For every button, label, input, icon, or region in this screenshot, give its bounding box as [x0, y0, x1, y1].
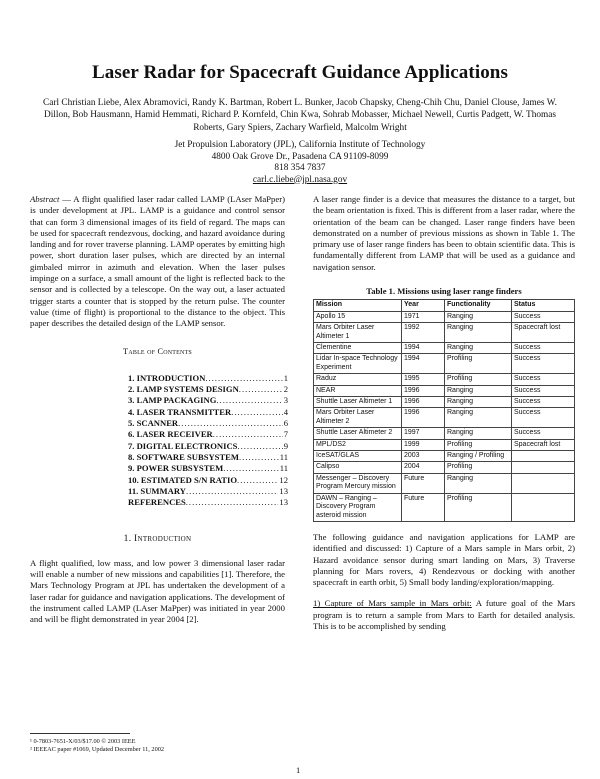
toc-entry-label: 5. SCANNER: [128, 418, 179, 429]
cell-mission: Raduz: [314, 374, 402, 385]
table-row: [314, 408, 575, 428]
introduction-paragraph: A flight qualified, low mass, and low power 3 dimensional laser radar will enable a number of new missions and capabilities [1]. Therefore, the Mars Technology Program at JPL has undertaken the development of a laser radar for guidance and navigation applications. The development of the instrument called LAMP (LAser MaPper) was initiated in year 2000 and will be flight demonstrated in year 2004 [2].: [30, 557, 285, 625]
toc-entry-page: 7: [283, 429, 288, 440]
toc-entry-page: 11: [279, 463, 288, 474]
header-mission: Mission: [314, 300, 402, 311]
cell-functionality: Profiling: [445, 462, 512, 473]
cell-year: 1994: [402, 343, 445, 354]
toc-leader-dots: [237, 441, 282, 452]
cell-mission: Lidar In-space Technology Experiment: [314, 354, 402, 374]
cell-mission: MPL/DS2: [314, 439, 402, 450]
affiliation-address: 4800 Oak Grove Dr., Pasadena CA 91109-8099: [211, 151, 389, 162]
table-row: [314, 462, 575, 473]
abstract-label: Abstract: [30, 194, 60, 204]
toc-leader-dots: [239, 384, 283, 395]
toc-entry-label: 1. INTRODUCTION: [128, 372, 206, 383]
cell-year: Future: [402, 493, 445, 521]
cell-status: [512, 473, 575, 493]
toc-leader-dots: [213, 429, 283, 440]
affiliation-org: Jet Propulsion Laboratory (JPL), California Institute of Technology: [174, 140, 426, 150]
mars-sample-heading: 1) Capture of Mars sample in Mars orbit:: [313, 598, 472, 609]
toc-entry-label: 2. LAMP SYSTEMS DESIGN: [128, 384, 239, 395]
toc-entry-label: REFERENCES: [128, 497, 186, 508]
cell-year: 1971: [402, 311, 445, 322]
toc-leader-dots: [239, 452, 279, 463]
cell-status: Spacecraft lost: [512, 323, 575, 343]
table-caption: Table 1. Missions using laser range finders: [366, 286, 522, 297]
table-row: [314, 354, 575, 374]
table-row: [314, 451, 575, 462]
mars-sample-paragraph: [313, 598, 575, 632]
cell-year: 1997: [402, 428, 445, 439]
toc-entry[interactable]: [128, 418, 288, 429]
toc-entry[interactable]: [128, 407, 288, 418]
cell-year: 1996: [402, 397, 445, 408]
toc-leader-dots: [186, 486, 278, 497]
cell-mission: Messenger – Discovery Program Mercury mission: [314, 473, 402, 493]
table-row: [314, 374, 575, 385]
cell-functionality: Profiling: [445, 374, 512, 385]
affiliation-email-link[interactable]: carl.c.liebe@jpl.nasa.gov: [252, 174, 348, 185]
toc-entry[interactable]: [128, 475, 288, 486]
mars-sample-text: A future goal of the Mars program is to return a sample from Mars to Earth for detailed analysis. This is to be accomplished by sending: [313, 598, 575, 631]
cell-status: [512, 493, 575, 521]
cell-mission: Clementine: [314, 343, 402, 354]
footnote-1: ¹ 0-7803-7651-X/03/$17.00 © 2003 IEEE: [30, 738, 136, 745]
cell-status: [512, 462, 575, 473]
paper-title: Laser Radar for Spacecraft Guidance Applications: [92, 62, 508, 83]
toc-entry[interactable]: [128, 441, 288, 452]
cell-year: 1999: [402, 439, 445, 450]
cell-functionality: Profiling: [445, 493, 512, 521]
table-row: [314, 473, 575, 493]
toc-entry-page: 1: [283, 372, 288, 383]
header-status: Status: [512, 300, 575, 311]
cell-functionality: Ranging: [445, 311, 512, 322]
range-finder-paragraph: A laser range finder is a device that measures the distance to a target, but the beam orientation is fixed. This is different from a laser radar, where the orientation of the beam can be changed. Laser range finders have been demonstrated on a number of previous missions as shown in Table 1. The primary use of laser range finders has been to obtain scientific data. This is fundamentally different from LAMP that will be used as a guidance and navigation sensor.: [313, 194, 575, 272]
toc-entry-page: 3: [283, 395, 288, 406]
toc-entry-label: 4. LASER TRANSMITTER: [128, 406, 232, 417]
cell-mission: IceSAT/GLAS: [314, 451, 402, 462]
toc-entry-page: 4: [283, 406, 288, 417]
table-row: [314, 343, 575, 354]
toc-leader-dots: [205, 373, 282, 384]
cell-status: Success: [512, 354, 575, 374]
toc-entry-page: 6: [283, 418, 288, 429]
toc-entry[interactable]: [128, 486, 288, 497]
toc-leader-dots: [237, 475, 278, 486]
page-number: 1: [296, 765, 301, 775]
cell-functionality: Ranging: [445, 385, 512, 396]
introduction-heading: 1. Introduction: [123, 534, 192, 545]
table-row: [314, 311, 575, 322]
header-functionality: Functionality: [445, 300, 512, 311]
abstract-paragraph: [30, 194, 285, 330]
table-row: [314, 397, 575, 408]
table-row: [314, 428, 575, 439]
cell-mission: Shuttle Laser Altimeter 2: [314, 428, 402, 439]
header-year: Year: [402, 300, 445, 311]
cell-status: Success: [512, 343, 575, 354]
missions-table: [313, 299, 575, 522]
author-list: Carl Christian Liebe, Alex Abramovici, Randy K. Bartman, Robert L. Bunker, Jacob Chapsky, Cheng-Chih Chu, Daniel Clouse, James W. Dillon, Bob Hausmann, Hamid Hemmati, Richard P. Kornfeld, Chin Kwa, Sohrab Mobasser, Michael Newell, Curtis Padgett, W. Thomas Roberts, Gary Spiers, Zachary Warfield, Malcolm Wright: [43, 98, 557, 133]
toc-entry-page: 2: [283, 384, 288, 395]
toc-leader-dots: [178, 418, 283, 429]
cell-mission: Apollo 15: [314, 311, 402, 322]
toc-entry-label: 10. ESTIMATED S/N RATIO: [128, 474, 238, 485]
cell-status: [512, 451, 575, 462]
toc-entry-page: 12: [279, 474, 288, 485]
affiliation-block: [100, 140, 500, 186]
toc-leader-dots: [231, 407, 282, 418]
toc-entry-label: 7. DIGITAL ELECTRONICS: [128, 440, 238, 451]
toc-entry-page: 13: [279, 485, 288, 496]
toc-entry[interactable]: [128, 452, 288, 463]
cell-status: Success: [512, 385, 575, 396]
cell-year: 1994: [402, 354, 445, 374]
cell-status: Success: [512, 428, 575, 439]
toc-entry-page: 11: [279, 451, 288, 462]
table-row: [314, 439, 575, 450]
toc-entry[interactable]: [128, 395, 288, 406]
cell-functionality: Ranging: [445, 473, 512, 493]
cell-mission: Mars Orbiter Laser Altimeter 2: [314, 408, 402, 428]
toc-entry[interactable]: [128, 429, 288, 440]
cell-year: Future: [402, 473, 445, 493]
cell-status: Success: [512, 397, 575, 408]
cell-functionality: Ranging: [445, 428, 512, 439]
cell-mission: Shuttle Laser Altimeter 1: [314, 397, 402, 408]
toc-entry[interactable]: [128, 463, 288, 474]
toc-entry-label: 11. SUMMARY: [128, 485, 186, 496]
cell-status: Spacecraft lost: [512, 439, 575, 450]
footnotes: [30, 738, 290, 754]
cell-status: Success: [512, 311, 575, 322]
toc-entry-page: 9: [283, 440, 288, 451]
cell-year: 1995: [402, 374, 445, 385]
cell-functionality: Ranging: [445, 408, 512, 428]
toc-entry-label: 9. POWER SUBSYSTEM: [128, 463, 224, 474]
footnote-2: ² IEEEAC paper #1069, Updated December 11, 2002: [30, 746, 165, 753]
affiliation-phone: 818 354 7837: [274, 163, 326, 173]
toc-entry[interactable]: [128, 373, 288, 384]
toc-leader-dots: [186, 497, 279, 508]
cell-status: Success: [512, 374, 575, 385]
table-of-contents: [128, 373, 288, 509]
toc-entry-label: 3. LAMP PACKAGING: [128, 395, 217, 406]
cell-year: 2004: [402, 462, 445, 473]
footnote-divider: [30, 733, 130, 734]
toc-leader-dots: [216, 395, 282, 406]
toc-entry-label: 6. LASER RECEIVER: [128, 429, 213, 440]
toc-entry-page: 13: [279, 497, 288, 508]
toc-leader-dots: [223, 463, 278, 474]
cell-year: 1996: [402, 385, 445, 396]
cell-functionality: Profiling: [445, 439, 512, 450]
cell-year: 1992: [402, 323, 445, 343]
table-row: [314, 493, 575, 521]
cell-year: 1996: [402, 408, 445, 428]
table-row: [314, 385, 575, 396]
right-column: [313, 194, 575, 632]
applications-paragraph: The following guidance and navigation applications for LAMP are identified and discussed: 1) Capture of a Mars sample in Mars orbit, 2) Hazard avoidance sensor during smart landing on Mars, 3) Traverse planning for Mars rovers, 4) Rendezvous or docking with another spacecraft in earth orbit, 5) Small body landing/exploration/mapping.: [313, 531, 575, 588]
cell-mission: Mars Orbiter Laser Altimeter 1: [314, 323, 402, 343]
cell-functionality: Ranging: [445, 343, 512, 354]
left-column: [30, 194, 288, 626]
cell-functionality: Ranging: [445, 397, 512, 408]
toc-entry[interactable]: [128, 384, 288, 395]
toc-entry[interactable]: [128, 497, 288, 508]
toc-entry-label: 8. SOFTWARE SUBSYSTEM: [128, 451, 240, 462]
table-header-row: [314, 300, 575, 311]
table-row: [314, 323, 575, 343]
abstract-text: — A flight qualified laser radar called LAMP (LAser MaPper) is under development at JPL. LAMP is a guidance and control sensor that can form 3 dimensional images of its field of regard. The maps can be used for spacecraft rendezvous, docking, and hazard avoidance during landing and for rover traverse planning. LAMP operates by emitting high power, short duration laser pulses, which are directed by an internal gimbaled mirror in azimuth and elevation. When the laser pulses impinge on a surface, a small amount of the light is reflected back to the sensor and is collected by a telescope. On the way out, a laser actuated trigger starts a counter that is stopped by the return pulse. The counter value (time of flight) is proportional to the distance to the object. This paper describes the detailed design of the LAMP sensor.: [30, 194, 285, 329]
cell-year: 2003: [402, 451, 445, 462]
toc-title: Table of Contents: [123, 346, 192, 356]
cell-functionality: Ranging: [445, 323, 512, 343]
cell-functionality: Ranging / Profiling: [445, 451, 512, 462]
cell-mission: DAWN – Ranging – Discovery Program asteroid mission: [314, 493, 402, 521]
cell-mission: Calipso: [314, 462, 402, 473]
cell-status: Success: [512, 408, 575, 428]
cell-mission: NEAR: [314, 385, 402, 396]
cell-functionality: Profiling: [445, 354, 512, 374]
